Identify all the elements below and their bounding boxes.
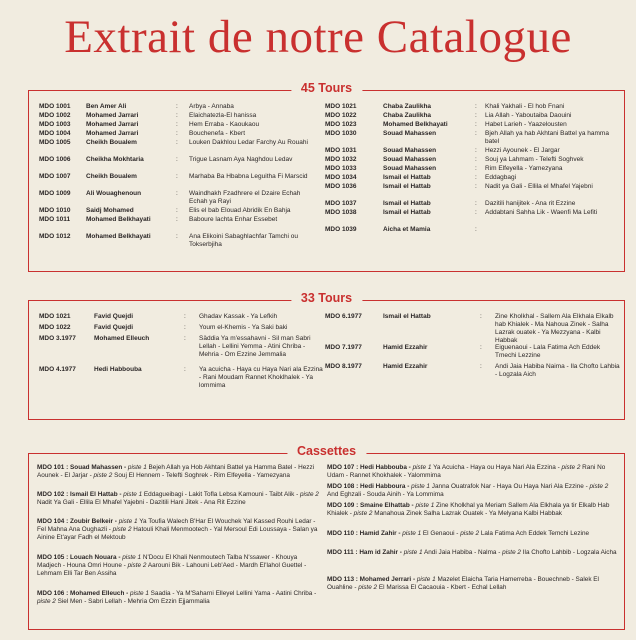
colon-separator: : [475,226,477,233]
piste-1-tracks: Bejeh Allah ya Hob Akhtani Battel ya Hamma Batel - Hezzi Aounek - El Jarjar - [37,464,315,480]
track-titles: Nadit ya Gali - Ellila el Mhafel Yajebni [485,183,593,190]
artist-name: Favid Quejdi [94,324,134,331]
colon-separator: : [176,139,178,146]
catalogue-code: MDO 1010 [39,207,71,214]
track-titles: Hem Erraba - Kaoukaou [189,121,260,128]
artist-name: Mohamed Jarrari [86,112,139,119]
colon-separator: : [176,216,178,223]
catalogue-code: MDO 1030 [325,130,357,137]
piste-2-label: piste 2 [93,472,113,480]
track-titles: Youm el-Khemis - Ya Saki baki [199,324,288,331]
piste-2-tracks: Ila Chofto Lahbib - Logzala Aicha [520,549,617,556]
cassette-code-artist: MDO 102 : Ismail El Hattab - [37,491,124,498]
piste-1-tracks: Saadia - Ya M'Saharni Elleyel Lellini Yama - Aatini Chriba - [148,590,317,597]
artist-name: Mohamed Jarrari [86,121,139,128]
artist-name: Aicha et Mamia [383,226,431,233]
catalogue-code: MDO 1021 [39,313,71,320]
piste-2-tracks: And Eghzali - Souda Ainih - Ya Lommima [327,491,444,499]
catalogue-code: MDO 1005 [39,139,71,146]
piste-2-label: piste 2 [589,483,609,490]
piste-1-label: piste 1 [123,491,143,498]
artist-name: Hamid Ezzahir [383,344,428,351]
track-titles: Eddagbagi [485,174,517,181]
track-titles: Arbya - Annaba [189,103,234,110]
cassette-entry [37,464,320,480]
colon-separator: : [184,313,186,320]
colon-separator: : [184,335,186,342]
piste-2-label: piste 2 [112,526,132,534]
piste-2-tracks: El Marissa El Cacaouia - Kbert - Echal Lellah [377,584,507,592]
cassette-entry [37,518,320,543]
section-cassettes [28,444,625,630]
piste-1-tracks: El Genaoui - [421,530,461,537]
track-titles: Hezzi Ayounek - El Jargar [485,147,560,154]
colon-separator: : [480,344,482,351]
piste-1-tracks: Eddagueibagi - Lakit Tofla Lebsa Kamouni - Taibt Alik - [142,491,300,498]
cassette-entry [327,549,617,557]
track-titles: Säddia Ya m'essahavni - Sil man Sabri Lellah - Lellini Yemma - Atini Chriba - Mehria - Om Ezzine Jemmalia [199,335,311,358]
track-titles: Bjeh Allah ya hab Akhtani Battel ya hamma batel [485,130,609,145]
piste-2-label: piste 2 [561,464,581,471]
piste-2-label: piste 2 [127,562,147,570]
artist-name: Saidj Mohamed [86,207,134,214]
piste-2-label: piste 2 [502,549,521,556]
section-33-heading: 33 Tours [291,291,362,305]
piste-2-tracks: Hatouli Khali Menmootech - Yal Mersoul Edi Loussaya - Salan ya Ainine Et'ayar Fadh el Mektoub [37,526,318,542]
colon-separator: : [184,324,186,331]
catalogue-code: MDO 1038 [325,209,357,216]
track-titles: Eiguenaoui - Lala Fatima Ach Eddek Tmechi Lezzine [495,344,601,359]
artist-name: Ismail el Hattab [383,183,431,190]
artist-name: Souad Mahassen [383,156,437,163]
track-titles: Marhaba Ba Hbabna Leguitha Fi Marscid [189,173,308,180]
artist-name: Cheikh Boualem [86,139,137,146]
artist-name: Ali Wouaghenoun [86,190,142,197]
catalogue-code: MDO 1007 [39,173,71,180]
piste-1-label: piste 1 [402,530,422,537]
catalogue-code: MDO 6.1977 [325,313,362,320]
colon-separator: : [475,165,477,172]
colon-separator: : [176,121,178,128]
colon-separator: : [475,121,477,128]
catalogue-code: MDO 1022 [39,324,71,331]
artist-name: Cheikha Mokhtaria [86,156,144,163]
track-titles: Ghadav Kassak - Ya Lefkih [199,313,278,320]
catalogue-code: MDO 4.1977 [39,366,76,373]
catalogue-code: MDO 1001 [39,103,71,110]
artist-name: Chaba Zaulikha [383,112,432,119]
track-titles: Addabtani Sahha Lik - Waenfi Ma Lefiti [485,209,598,216]
cassette-code-artist: MDO 106 : Mohamed Elleuch - [37,590,131,597]
track-titles: Lia Allah - Yaboutaiba Daouini [485,112,572,119]
colon-separator: : [176,103,178,110]
catalogue-code: MDO 1004 [39,130,71,137]
colon-separator: : [176,207,178,214]
cassette-code-artist: MDO 104 : Zoubir Belkeir - [37,518,119,525]
piste-1-tracks: Zine Kholkhal ya Meriam Sallem Ala Elkhala ya tir Elkalb Hab Khialek - [327,502,610,518]
piste-2-tracks: Lala Fatima Ach Eddek Temchi Lezine [479,530,590,537]
catalogue-code: MDO 1012 [39,233,71,240]
piste-2-label: piste 2 [353,510,373,518]
cassette-code-artist: MDO 110 : Hamid Zahir - [327,530,403,537]
artist-name: Mohamed Belkhayati [383,121,448,128]
catalogue-code: MDO 1033 [325,165,357,172]
artist-name: Chaba Zaulikha [383,103,432,110]
colon-separator: : [475,174,477,181]
piste-2-tracks: Aarouni Bik - Lahouni Leb'Aed - Mardh El'lahol Guettel - Lehmam Elli Tar Ben Assiha [37,562,307,578]
catalogue-code: MDO 1009 [39,190,71,197]
artist-name: Souad Mahassen [383,165,437,172]
catalogue-code: MDO 1039 [325,226,357,233]
artist-name: Ben Amer Ali [86,103,127,110]
piste-1-label: piste 1 [130,590,149,597]
piste-2-label: piste 2 [300,491,319,498]
colon-separator: : [475,156,477,163]
cassette-entry [327,576,617,592]
artist-name: Ismail el Hattab [383,313,431,320]
section-33-tours [28,291,625,420]
piste-2-tracks: Souj El Hennem - Telefti Soghrek - Rim Elfeyella - Yamezyana [112,472,290,480]
colon-separator: : [475,130,477,137]
track-titles: Elis el bab Elouad Abridik En Bahja [189,207,291,214]
artist-name: Ismail el Hattab [383,200,431,207]
cassette-code-artist: MDO 111 : Ham id Zahir - [327,549,404,556]
track-titles: Bouchenefa - Kbert [189,130,246,137]
track-titles: Habet Larieh - Yaazelousten [485,121,567,128]
colon-separator: : [475,209,477,216]
catalogue-code: MDO 1036 [325,183,357,190]
track-titles: Souj ya Lahmam - Telefti Soghvek [485,156,584,163]
artist-name: Ismail el Hattab [383,174,431,181]
catalogue-code: MDO 1032 [325,156,357,163]
piste-2-tracks: Nadit Ya Gali - Ellila El Mhafel Yajebni - Dazitili Hani Jitek - Ana Rit Ezzine [37,499,246,507]
track-titles: Baboure lachta Enhar Essebet [189,216,278,223]
cassette-entry [37,590,320,606]
artist-name: Hedi Habbouba [94,366,142,373]
cassette-code-artist: MDO 109 : Smaine Elhattab - [327,502,416,509]
page-title: Extrait de notre Catalogue [64,11,572,63]
piste-2-label: piste 2 [358,584,378,592]
piste-1-label: piste 1 [415,502,435,509]
piste-1-tracks: Ya Acuicha - Haya ou Haya Nari Ala Ezzina - [431,464,562,471]
artist-name: Souad Mahassen [383,130,437,137]
catalogue-code: MDO 3.1977 [39,335,76,342]
artist-name: Favid Quejdi [94,313,134,320]
piste-1-label: piste 1 [122,554,142,561]
track-titles: Waindhakh Fzadhrere el Dzaire Echah Echah ya Rayi [189,190,301,205]
artist-name: Souad Mahassen [383,147,437,154]
catalogue-code: MDO 1034 [325,174,357,181]
colon-separator: : [176,190,178,197]
cassette-entry [37,491,320,507]
track-titles: Elaichatezla-El hanissa [189,112,257,119]
track-titles: Ya acuicha - Haya cu Haya Nari ala Ezzina - Rani Moudam Rannet Khoklhalek - Ya lommima [199,366,323,389]
colon-separator: : [176,173,178,180]
colon-separator: : [475,147,477,154]
catalogue-code: MDO 1022 [325,112,357,119]
artist-name: Cheikh Boualem [86,173,137,180]
track-titles: Louken Dakhlou Ledar Farchy Au Rouahi [189,139,308,146]
colon-separator: : [480,363,482,370]
section-45-heading: 45 Tours [291,81,362,95]
track-titles: Zine Kholkhal - Sallem Ala Elkhala Elkalb hab Khialek - Ma Nahoua Zinek - Salha Lazrak ouatek - Ya Mezzyana - Kalbi Habbak [495,313,614,344]
catalogue-code: MDO 1011 [39,216,71,223]
artist-name: Hamid Ezzahir [383,363,428,370]
cassette-code-artist: MDO 101 : Souad Mahassen - [37,464,128,471]
piste-1-label: piste 1 [127,464,147,471]
cassette-code-artist: MDO 105 : Louach Nouara - [37,554,123,561]
cassette-entry [327,530,617,538]
artist-name: Mohamed Belkhayati [86,233,151,240]
colon-separator: : [176,112,178,119]
track-titles: Andi Jaia Habiba Naima - Ila Chofto Lahbia - Logzala Aich [495,363,620,378]
track-titles: Dazitili hanijitek - Ana rit Ezzine [485,200,576,207]
catalogue-code: MDO 1021 [325,103,357,110]
piste-1-tracks: N'Docu El Khali Nenmoutech Talba N'ssawer - Khouya Madjech - Houna Omri Houne - [37,554,298,570]
artist-name: Mohamed Belkhayati [86,216,151,223]
piste-1-label: piste 1 [412,464,432,471]
piste-2-tracks: Siel Men - Sabri Lellah - Mehria Om Ezzin Ejjammalia [55,598,210,606]
cassette-code-artist: MDO 107 : Hedi Habbouba - [327,464,413,471]
track-titles: Khali Yakhali - El hob Fnani [485,103,565,110]
piste-2-tracks: Rani No Udam - Rannet Khokhalek - Yalommima [327,464,606,480]
catalogue-code: MDO 1006 [39,156,71,163]
catalogue-code: MDO 1002 [39,112,71,119]
track-titles: Ana Elikoini Sabaghlachfar Tamchi ou Tokserbjiha [189,233,299,248]
colon-separator: : [176,233,178,240]
catalogue-code: MDO 7.1977 [325,344,362,351]
cassette-code-artist: MDO 113 : Mohamed Jerrari - [327,576,417,583]
cassette-entry [327,464,617,480]
catalogue-code: MDO 8.1977 [325,363,362,370]
piste-1-tracks: Janna Ouatrafok Nar - Haya Ou Haya Nari Ala Ezzine - [430,483,590,490]
piste-1-label: piste 1 [403,549,423,556]
section-cassettes-heading: Cassettes [287,444,366,458]
cassette-entry [327,502,617,518]
piste-1-label: piste 1 [416,576,436,583]
cassette-entry [327,483,617,499]
colon-separator: : [475,200,477,207]
track-titles: Trigue Lasnam Aya Naghdou Ledav [189,156,293,163]
piste-1-tracks: Ya Toufia Walech B'Har El Wouchek Yal Kassed Rouhi Ledar - Fel Mahna Ana Oughazli - [37,518,316,534]
piste-2-tracks: Manahoua Zinek Salha Lazrak Ouatek - Ya Melyana Kalbi Habbak [372,510,562,518]
catalogue-code: MDO 1031 [325,147,357,154]
colon-separator: : [184,366,186,373]
cassette-entry [37,554,320,579]
catalogue-code: MDO 1003 [39,121,71,128]
piste-1-label: piste 1 [411,483,430,490]
colon-separator: : [176,156,178,163]
piste-1-tracks: Andi Jaia Habiba - Nalma - [422,549,503,556]
colon-separator: : [480,313,482,320]
colon-separator: : [475,183,477,190]
piste-2-label: piste 2 [460,530,480,537]
catalogue-code: MDO 1023 [325,121,357,128]
piste-2-label: piste 2 [37,598,56,606]
section-45-tours [28,81,625,272]
catalogue-code: MDO 1037 [325,200,357,207]
cassette-code-artist: MDO 108 : Hedi Habboura - [327,483,412,490]
piste-1-tracks: Mazelet Elaicha Taria Hamerreba - Bouechneb - Salek El Ouahline - [327,576,599,592]
piste-1-label: piste 1 [118,518,138,525]
track-titles: Rim Elfeyella - Yamezyana [485,165,563,172]
colon-separator: : [475,103,477,110]
colon-separator: : [475,112,477,119]
artist-name: Ismail el Hattab [383,209,431,216]
artist-name: Mohamed Elleuch [94,335,150,342]
artist-name: Mohamed Jarrari [86,130,139,137]
colon-separator: : [176,130,178,137]
